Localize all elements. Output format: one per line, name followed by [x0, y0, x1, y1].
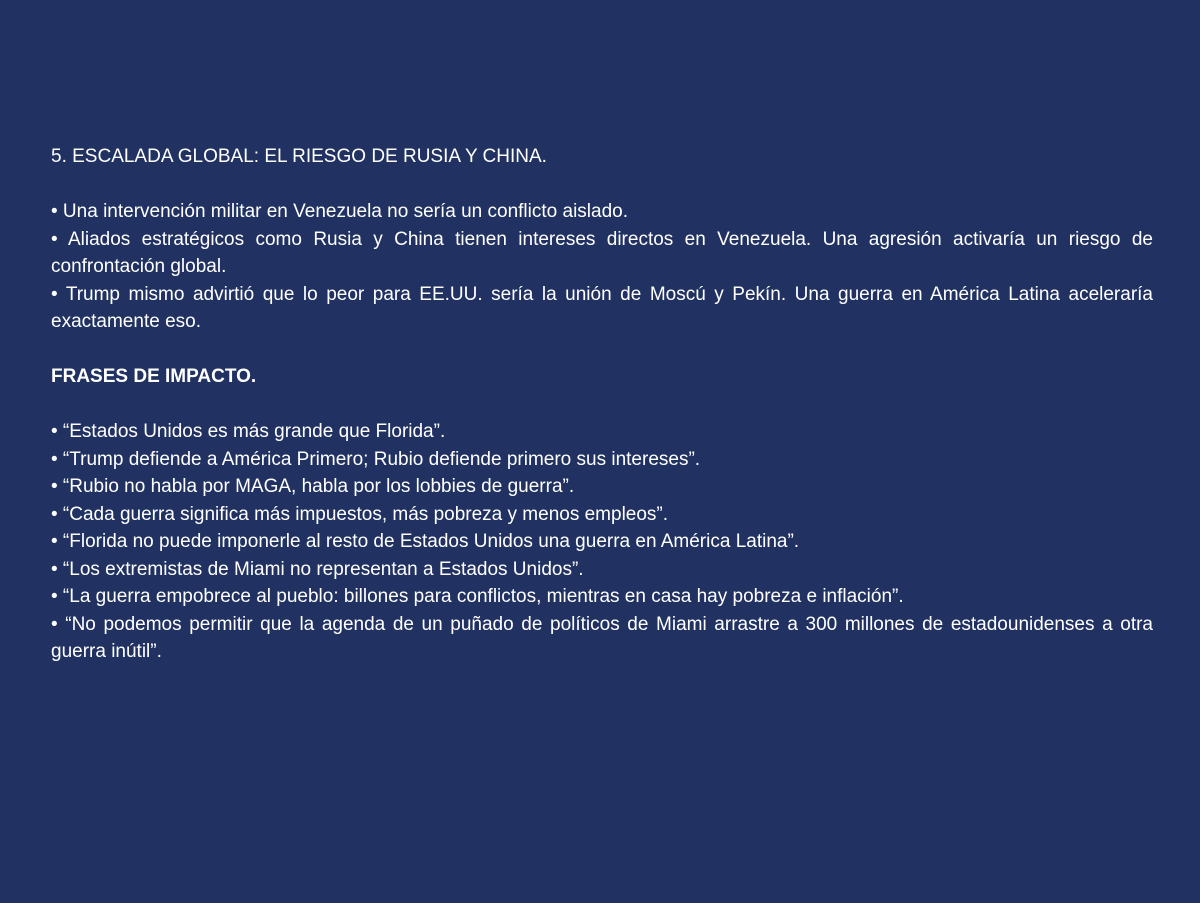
phrase-item: • “Cada guerra significa más impuestos, más pobreza y menos empleos”. [51, 503, 669, 525]
spacer [51, 171, 1153, 199]
phrase-item: • “Estados Unidos es más grande que Florida”. [51, 421, 446, 442]
phrase-item: • “Trump defiende a América Primero; Rubio defiende primero sus intereses”. [51, 448, 701, 470]
spacer [51, 391, 1153, 419]
section-heading: 5. ESCALADA GLOBAL: EL RIESGO DE RUSIA Y CHINA. [51, 146, 547, 167]
phrase-item: • “Florida no puede imponerle al resto de Estados Unidos una guerra en América Latina”. [51, 531, 800, 552]
phrase-item: • “No podemos permitir que la agenda de un puñado de políticos de Miami arrastre a 300 millones de estadounidenses a otra guerra inútil”. [51, 613, 1153, 662]
bullet-item: • Una intervención militar en Venezuela no sería un conflicto aislado. [51, 201, 628, 222]
phrase-item: • “La guerra empobrece al pueblo: billones para conflictos, mientras en casa hay pobreza e inflación”. [51, 586, 904, 607]
document-body [51, 143, 1153, 666]
phrase-item: • “Rubio no habla por MAGA, habla por los lobbies de guerra”. [51, 476, 575, 497]
bullet-item: • Trump mismo advirtió que lo peor para EE.UU. sería la unión de Moscú y Pekín. Una guerra en América Latina aceleraría exactamente eso. [51, 283, 1153, 332]
phrases-heading: FRASES DE IMPACTO. [51, 366, 257, 387]
spacer [51, 336, 1153, 364]
phrase-item: • “Los extremistas de Miami no representan a Estados Unidos”. [51, 558, 584, 580]
bullet-item: • Aliados estratégicos como Rusia y China tienen intereses directos en Venezuela. Una agresión activaría un riesgo de confrontación global. [51, 228, 1153, 277]
